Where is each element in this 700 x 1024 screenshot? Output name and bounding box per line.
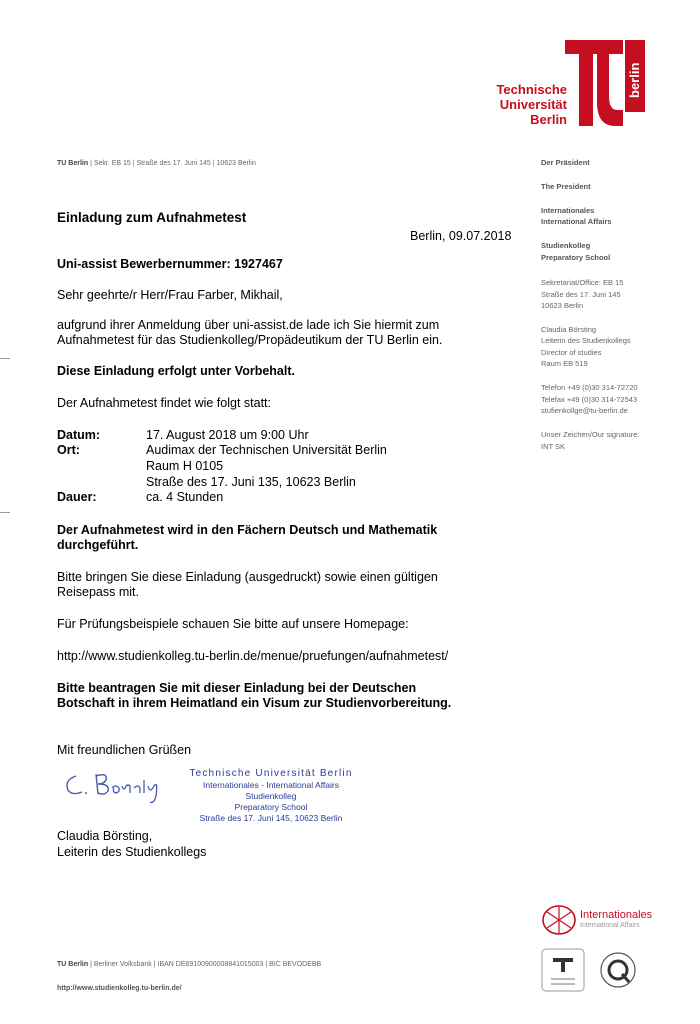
stamp-line-1: Technische Universität Berlin xyxy=(189,768,353,779)
sidebar-office-1: Sekretariat/Office: EB 15 xyxy=(541,278,624,287)
examples-note: Für Prüfungsbeispiele schauen Sie bitte auf unsere Homepage: xyxy=(57,617,409,631)
visa-line-2: Botschaft in ihrem Heimatland ein Visum zur Studienvorbereitung. xyxy=(57,696,452,710)
sidebar-fax: Telefax +49 (0)30 314-72543 xyxy=(541,395,638,404)
stamp-line-2: Internationales - International Affairs xyxy=(203,780,339,790)
svg-text:berlin: berlin xyxy=(627,62,642,98)
handwritten-signature xyxy=(62,766,182,806)
letter-subject: Einladung zum Aufnahmetest xyxy=(57,210,247,225)
internationales-title: Internationales xyxy=(580,909,653,921)
reservation-note: Diese Einladung erfolgt unter Vorbehalt. xyxy=(57,364,295,378)
duration-value: ca. 4 Stunden xyxy=(146,490,224,504)
footer-bank-line: TU Berlin | Berliner Volksbank | IBAN DE69100900008841015003 | BIC BEVODEBB xyxy=(57,961,322,968)
sidebar-person-2: Leiterin des Studienkollegs xyxy=(541,336,631,345)
exam-url-link[interactable]: http://www.studienkolleg.tu-berlin.de/menue/pruefungen/aufnahmetest/ xyxy=(57,649,449,663)
stamp-line-3: Studienkolleg xyxy=(245,791,297,801)
sidebar-ref-label: Unser Zeichen/Our signature: xyxy=(541,430,640,439)
bring-line-2: Reisepass mit. xyxy=(57,585,139,599)
place-line-2: Raum H 0105 xyxy=(146,459,224,473)
details-intro: Der Aufnahmetest findet wie folgt statt: xyxy=(57,396,272,410)
salutation: Sehr geehrte/r Herr/Frau Farber, Mikhail, xyxy=(57,288,283,302)
intro-line-2: Aufnahmetest für das Studienkolleg/Propädeutikum der TU Berlin ein. xyxy=(57,333,443,347)
internationales-subtitle: International Affairs xyxy=(580,922,640,929)
visa-line-1: Bitte beantragen Sie mit dieser Einladung bei der Deutschen xyxy=(57,681,417,695)
fold-mark-bottom xyxy=(0,512,10,513)
internationales-logo-icon xyxy=(541,904,577,936)
signer-title: Leiterin des Studienkollegs xyxy=(57,845,207,859)
tu-logo-icon xyxy=(565,40,645,132)
sidebar-person-3: Director of studies xyxy=(541,348,602,357)
duration-label: Dauer: xyxy=(57,490,97,504)
place-line-3: Straße des 17. Juni 135, 10623 Berlin xyxy=(146,475,356,489)
subjects-line-2: durchgeführt. xyxy=(57,538,139,552)
sidebar-dept-de: Internationales xyxy=(541,206,595,215)
place-line-1: Audimax der Technischen Universität Berlin xyxy=(146,443,387,457)
stamp-line-5: Straße des 17. Juni 145, 10623 Berlin xyxy=(199,813,343,823)
sidebar-school-de: Studienkolleg xyxy=(541,241,591,250)
applicant-number: Uni-assist Bewerbernummer: 1927467 xyxy=(57,257,283,271)
sidebar-office-3: 10623 Berlin xyxy=(541,301,584,310)
footer-url-link[interactable]: http://www.studienkolleg.tu-berlin.de/ xyxy=(57,985,182,992)
tu-logo-text: Technische Universität Berlin xyxy=(496,82,567,127)
sidebar-email: stufienkollge@tu-berlin.de xyxy=(541,406,628,415)
date-value: 17. August 2018 um 9:00 Uhr xyxy=(146,428,309,442)
intro-line-1: aufgrund ihrer Anmeldung über uni-assist.de lade ich Sie hiermit zum xyxy=(57,318,440,332)
stamp-line-4: Preparatory School xyxy=(234,802,308,812)
certificate-badge-icon xyxy=(541,948,585,992)
sidebar-phone: Telefon +49 (0)30 314-72720 xyxy=(541,383,638,392)
sidebar-person-4: Raum EB 519 xyxy=(541,359,588,368)
quality-seal-icon xyxy=(598,948,638,992)
sidebar-school-en: Preparatory School xyxy=(541,253,611,262)
sidebar-dept-en: International Affairs xyxy=(541,217,612,226)
sidebar-ref-value: INT SK xyxy=(541,442,566,451)
closing: Mit freundlichen Grüßen xyxy=(57,743,192,757)
place-label: Ort: xyxy=(57,443,80,457)
signer-name: Claudia Börsting, xyxy=(57,829,153,843)
sidebar-president-de: Der Präsident xyxy=(541,158,590,167)
sender-line: TU Berlin | Sekr. EB 15 | Straße des 17. Juni 145 | 10623 Berlin xyxy=(57,160,256,167)
sidebar-person-1: Claudia Börsting xyxy=(541,325,597,334)
fold-mark-top xyxy=(0,358,10,359)
bring-line-1: Bitte bringen Sie diese Einladung (ausgedruckt) sowie einen gültigen xyxy=(57,570,438,584)
sidebar-president-en: The President xyxy=(541,182,591,191)
letter-place-date: Berlin, 09.07.2018 xyxy=(410,229,512,243)
subjects-line-1: Der Aufnahmetest wird in den Fächern Deutsch und Mathematik xyxy=(57,523,438,537)
date-label: Datum: xyxy=(57,428,101,442)
sidebar-office-2: Straße des 17. Juni 145 xyxy=(541,290,621,299)
